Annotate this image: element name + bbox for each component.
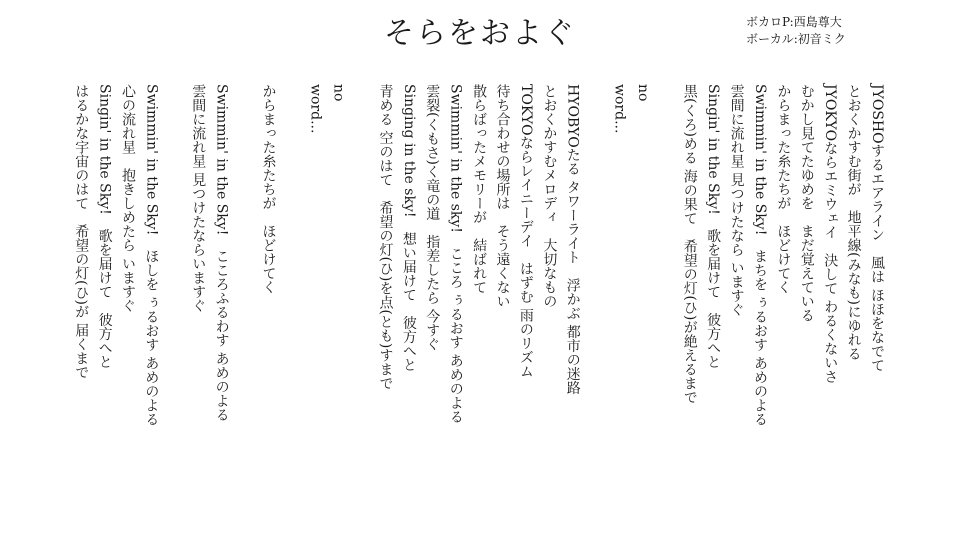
credits [746, 14, 846, 48]
lyric-line: Singin' in the Sky! 歌を届けて 彼方へと [705, 84, 722, 369]
lyric-line: Singin' in the Sky! 歌を届けて 彼方へと [96, 84, 113, 369]
lyric-line: JYOKYOならエミウェイ 決して わるくないさ [822, 84, 839, 384]
lyric-gap [233, 84, 256, 464]
page-title: そらをおよぐ [384, 16, 576, 51]
lyric-line: Swimmin' in the Sky! こころふるわす あめのよる [213, 84, 230, 422]
lyric-line: word... [307, 84, 324, 134]
lyric-line: Swimmin' in the sky! こころ ぅるおす あめのよる [447, 84, 464, 424]
lyric-gap [279, 84, 302, 464]
lyric-line: からまった糸たちが ほどけてく [775, 84, 792, 294]
lyric-gap [350, 84, 373, 464]
producer-credit: ボカロP:西島尊大 [746, 15, 842, 29]
lyric-line: no [634, 84, 651, 102]
lyric-line: 待ち合わせの場所は そう遠くない [494, 84, 511, 308]
lyric-line: Singing in the sky! 想い届けて 彼方へと [400, 84, 417, 372]
lyric-line: no [330, 84, 347, 102]
lyric-line: JYOSHOするエアライン 風は ほほをなでて [869, 84, 885, 373]
lyric-line: とおくかすむメロディ 大切なもの [541, 84, 558, 308]
vocal-credit: ボーカル:初音ミク [746, 32, 846, 46]
lyric-line: word... [611, 84, 628, 134]
lyric-line: 雲間に流れ星 見つけたならいますぐ [190, 84, 207, 313]
lyric-line: はるかな宇宙のはて 希望の灯(ひ)が 届くまで [73, 84, 90, 380]
lyric-line: 雲裂(くもさ)く竜の道 指差したら 今すぐ [424, 84, 441, 352]
lyric-gap [654, 84, 677, 464]
lyric-line: HYOBYOたる タワーライト 浮かぶ 都市の迷路 [564, 84, 581, 395]
lyric-line: Swimmin' in the Sky! ほしを ぅるおす あめのよる [143, 84, 160, 427]
lyrics-body [69, 84, 888, 464]
lyric-line: 散らばったメモリーが 結ばれて [471, 84, 488, 294]
lyric-gap [162, 84, 185, 464]
lyric-line: 青める 空のはて 希望の灯(ひ)を点(とも)すまで [377, 84, 394, 391]
lyric-line: Swimmin' in the Sky! まちを ぅるおす あめのよる [751, 84, 768, 427]
lyric-line: 黒(くろ)める 海の果て 希望の灯(ひ)が絶えるまで [681, 84, 698, 405]
lyric-line: からまった糸たちが ほどけてく [260, 84, 277, 294]
lyric-line: TOKYOならレイニーデイ はずむ 雨のリズム [517, 84, 534, 379]
lyric-line: むかし見てたゆめを まだ覚えている [798, 84, 815, 322]
lyric-line: とおくかすむ街が 地平線(みなも)にゆれる [845, 84, 862, 361]
lyric-gap [584, 84, 607, 464]
lyric-line: 心の流れ星 抱きしめたら いますぐ [120, 84, 136, 313]
lyric-line: 雲間に流れ星 見つけたなら いますぐ [728, 84, 745, 317]
